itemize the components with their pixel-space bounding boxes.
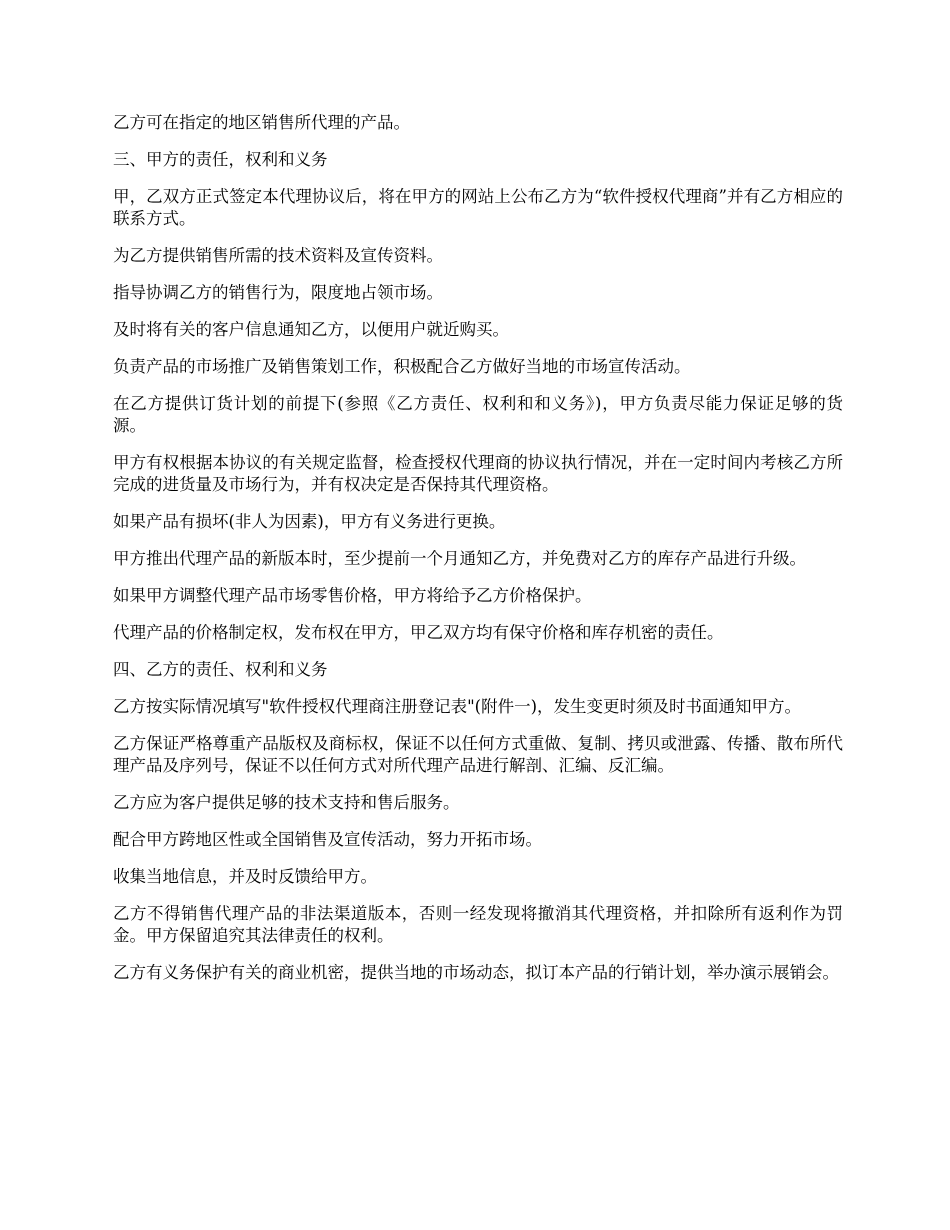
section-heading: 四、乙方的责任、权利和义务 xyxy=(113,660,328,679)
paragraph: 乙方按实际情况填写"软件授权代理商注册登记表"(附件一)，发生变更时须及时书面通知甲方。 xyxy=(113,697,802,716)
section-heading: 三、甲方的责任，权利和义务 xyxy=(113,150,328,169)
paragraph: 甲方推出代理产品的新版本时，至少提前一个月通知乙方，并免费对乙方的库存产品进行升级。 xyxy=(113,549,806,568)
paragraph: 乙方应为客户提供足够的技术支持和售后服务。 xyxy=(113,793,460,812)
paragraph: 乙方保证严格尊重产品版权及商标权，保证不以任何方式重做、复制、拷贝或泄露、传播、散布所代理产品及序列号，保证不以任何方式对所代理产品进行解剖、汇编、反汇编。 xyxy=(113,734,843,775)
paragraph: 配合甲方跨地区性或全国销售及宣传活动，努力开拓市场。 xyxy=(113,830,542,849)
paragraph: 负责产品的市场推广及销售策划工作，积极配合乙方做好当地的市场宣传活动。 xyxy=(113,357,691,376)
paragraph: 代理产品的价格制定权，发布权在甲方，甲乙双方均有保守价格和库存机密的责任。 xyxy=(113,623,724,642)
paragraph: 乙方不得销售代理产品的非法渠道版本，否则一经发现将撤消其代理资格，并扣除所有返利作为罚金。甲方保留追究其法律责任的权利。 xyxy=(113,904,843,945)
paragraph: 为乙方提供销售所需的技术资料及宣传资料。 xyxy=(113,246,443,265)
paragraph: 甲，乙双方正式签定本代理协议后，将在甲方的网站上公布乙方为“软件授权代理商”并有乙方相应的联系方式。 xyxy=(113,187,843,228)
paragraph: 及时将有关的客户信息通知乙方，以便用户就近购买。 xyxy=(113,320,509,339)
paragraph: 甲方有权根据本协议的有关规定监督，检查授权代理商的协议执行情况，并在一定时间内考核乙方所完成的进货量及市场行为，并有权决定是否保持其代理资格。 xyxy=(113,453,843,494)
paragraph: 乙方可在指定的地区销售所代理的产品。 xyxy=(113,113,410,132)
paragraph: 如果甲方调整代理产品市场零售价格，甲方将给予乙方价格保护。 xyxy=(113,586,592,605)
paragraph: 在乙方提供订货计划的前提下(参照《乙方责任、权利和和义务》)，甲方负责尽能力保证足够的货源。 xyxy=(113,394,843,435)
paragraph: 乙方有义务保护有关的商业机密，提供当地的市场动态，拟订本产品的行销计划，举办演示展销会。 xyxy=(113,963,839,982)
paragraph: 如果产品有损坏(非人为因素)，甲方有义务进行更换。 xyxy=(113,512,506,531)
paragraph: 指导协调乙方的销售行为，限度地占领市场。 xyxy=(113,283,443,302)
paragraph: 收集当地信息，并及时反馈给甲方。 xyxy=(113,867,377,886)
document-page xyxy=(113,112,843,999)
